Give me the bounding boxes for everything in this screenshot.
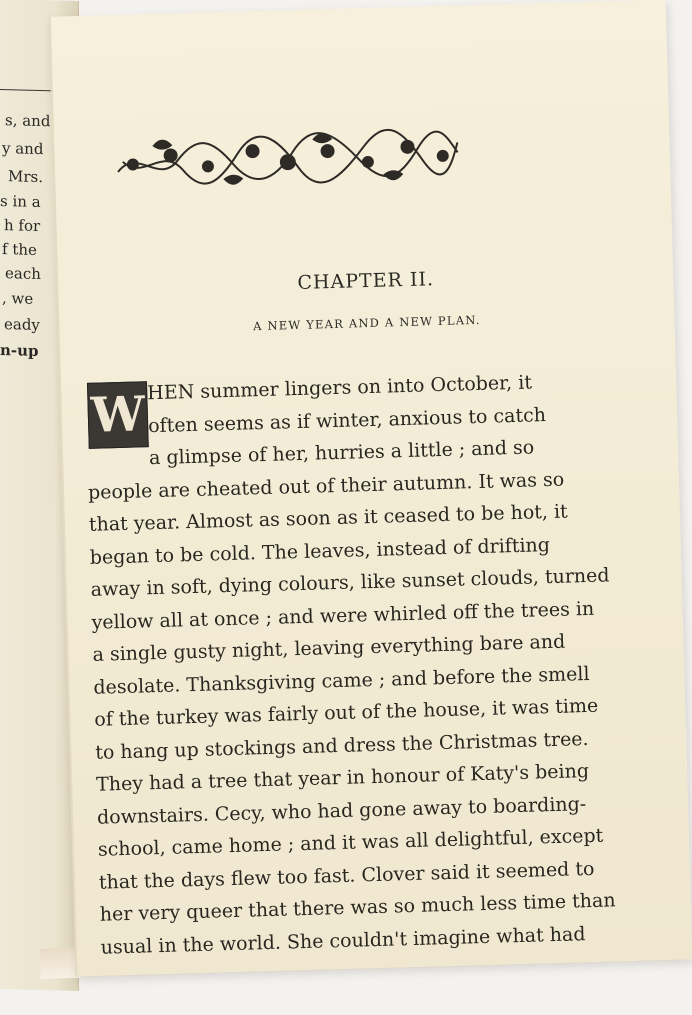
text-line: a single gusty night, leaving everything bare and <box>92 630 566 666</box>
ornamental-headpiece-icon <box>112 117 464 197</box>
text-line: HEN summer lingers on into October, it <box>146 371 533 405</box>
text-line: her very queer that there was so much less time than <box>99 889 616 926</box>
text-line: often seems as if winter, anxious to catch <box>147 403 547 437</box>
left-text-fragment: eady <box>4 315 40 335</box>
text-line: away in soft, dying colours, like sunset clouds, turned <box>90 564 610 601</box>
left-text-fragment: s, and <box>5 111 51 131</box>
left-text-fragment: h for <box>4 216 41 236</box>
left-text-fragment: each <box>5 264 41 284</box>
left-text-fragment: s in a <box>0 191 41 212</box>
chapter-subtitle: A NEW YEAR AND A NEW PLAN. <box>252 312 481 334</box>
text-line: that year. Almost as soon as it ceased to be hot, it <box>88 500 568 536</box>
text-line: of the turkey was fairly out of the house, it was time <box>94 694 599 731</box>
left-text-fragment: , we <box>2 289 34 308</box>
chapter-body <box>85 364 621 963</box>
text-line: They had a tree that year in honour of Katy's being <box>95 760 590 796</box>
text-line: people are cheated out of their autumn. It was so <box>87 468 565 504</box>
text-line: to hang up stockings and dress the Christmas tree. <box>94 727 589 764</box>
text-line: yellow all at once ; and were whirled off the trees in <box>91 597 595 634</box>
text-line: usual in the world. She couldn't imagine what had <box>100 922 586 959</box>
text-line: school, came home ; and it was all delightful, except <box>97 824 604 861</box>
text-line: downstairs. Cecy, who had gone away to boarding- <box>96 792 587 829</box>
text-line: a glimpse of her, hurries a little ; and so <box>148 436 535 470</box>
text-line: that the days flew too fast. Clover said it seemed to <box>98 857 595 894</box>
left-text-fragment: f the <box>2 240 37 259</box>
text-line: desolate. Thanksgiving came ; and before the smell <box>93 662 590 699</box>
left-text-fragment: y and <box>2 139 44 159</box>
book-page <box>49 0 692 976</box>
drop-cap-letter: W <box>90 386 146 444</box>
left-text-fragment: Mrs. <box>8 167 43 187</box>
text-line: began to be cold. The leaves, instead of drifting <box>89 533 551 569</box>
left-text-fragment: n-up <box>0 340 39 360</box>
chapter-title: CHAPTER II. <box>297 268 435 294</box>
